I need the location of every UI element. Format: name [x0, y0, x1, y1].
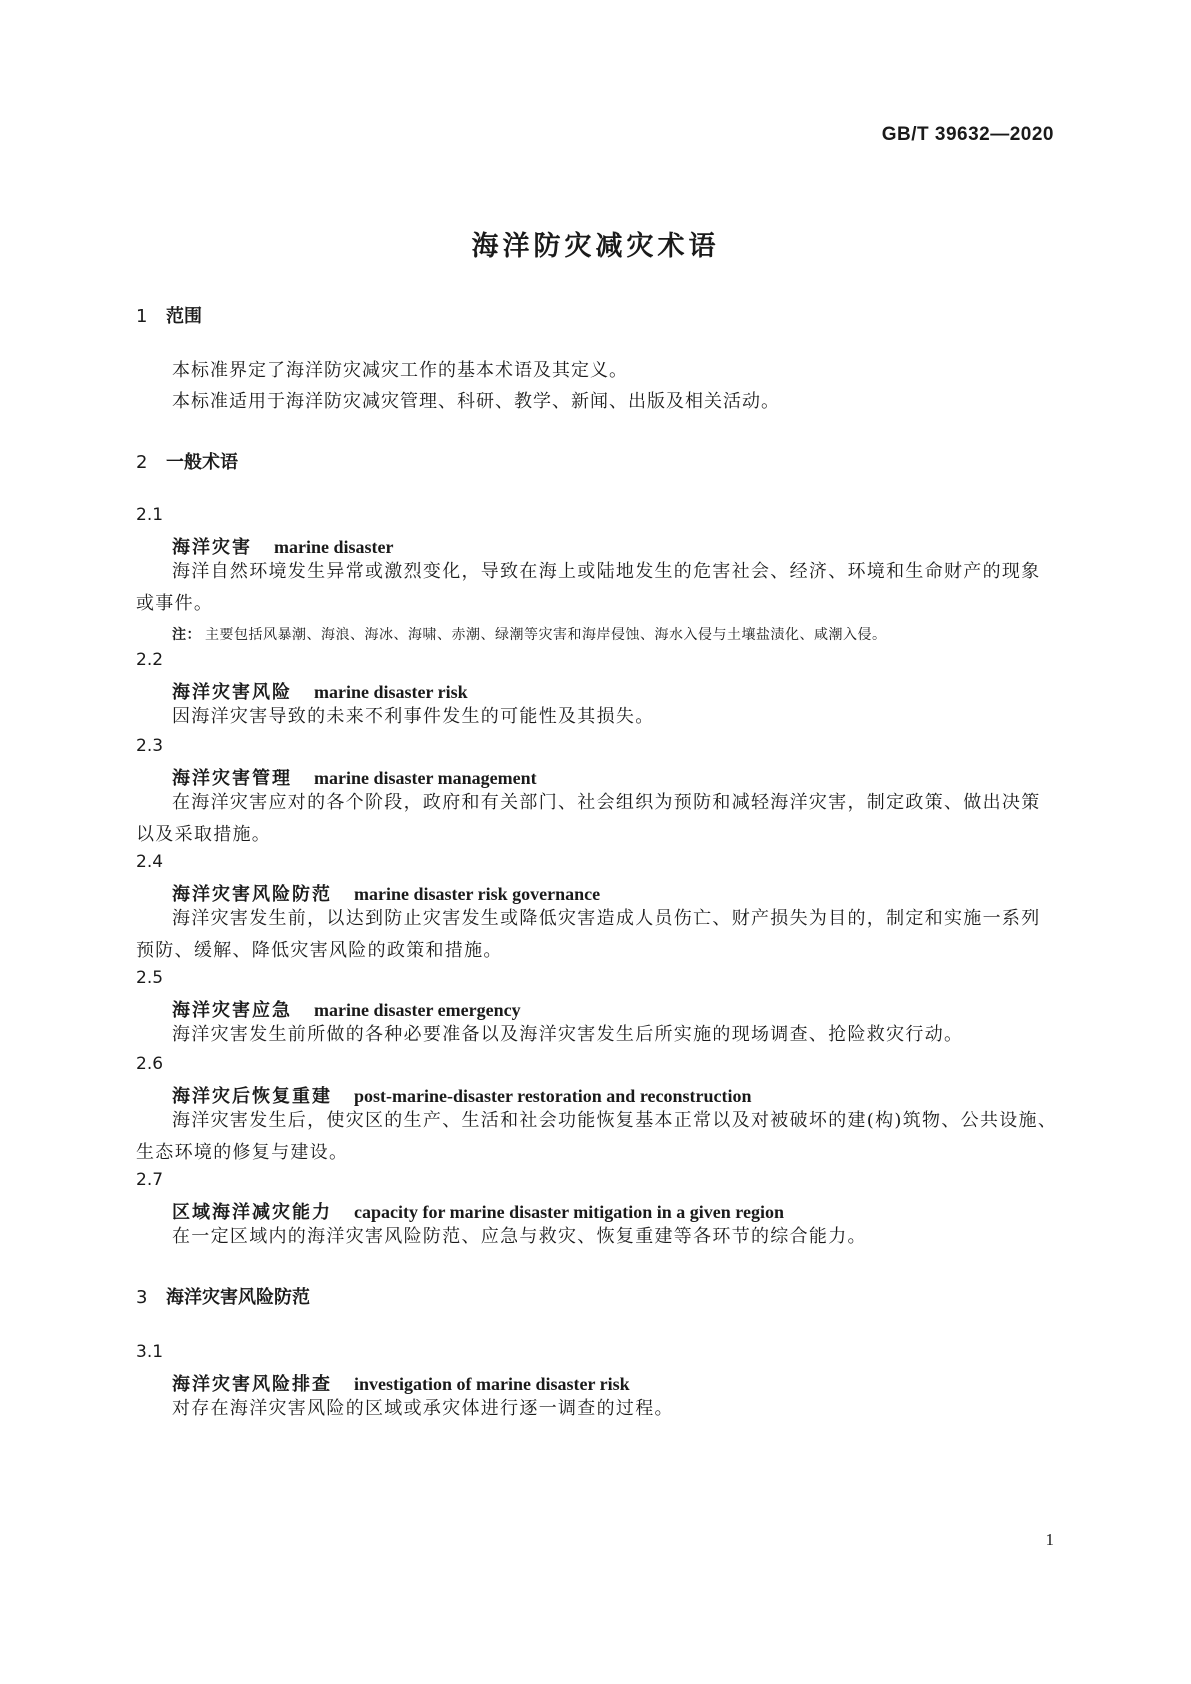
- term-definition: 对存在海洋灾害风险的区域或承灾体进行逐一调查的过程。: [172, 1398, 674, 1419]
- term-zh: 海洋灾害应急: [172, 1000, 292, 1021]
- term-zh: 海洋灾后恢复重建: [172, 1086, 332, 1107]
- section-heading-3: [136, 1283, 310, 1309]
- note-text: 主要包括风暴潮、海浪、海冰、海啸、赤潮、绿潮等灾害和海岸侵蚀、海水入侵与土壤盐渍化、咸潮入侵。: [205, 627, 887, 643]
- section-title: 海洋灾害风险防范: [166, 1287, 310, 1308]
- term-zh: 海洋灾害风险: [172, 682, 292, 703]
- term-en: post-marine-disaster restoration and reconstruction: [354, 1086, 752, 1106]
- term-number: 2.6: [136, 1054, 164, 1074]
- term-definition: 海洋灾害发生前所做的各种必要准备以及海洋灾害发生后所实施的现场调查、抢险救灾行动。: [172, 1024, 964, 1045]
- term-number: 2.1: [136, 505, 164, 525]
- term-definition: 海洋自然环境发生异常或激烈变化，导致在海上或陆地发生的危害社会、经济、环境和生命财产的现象或事件。: [136, 561, 1041, 614]
- term-definition: 在一定区域内的海洋灾害风险防范、应急与救灾、恢复重建等各环节的综合能力。: [172, 1226, 867, 1247]
- scope-paragraph-1: 本标准界定了海洋防灾减灾工作的基本术语及其定义。: [172, 360, 628, 381]
- term-en: marine disaster: [274, 537, 394, 557]
- standard-number: GB/T 39632—2020: [881, 124, 1054, 145]
- term-en: marine disaster risk: [314, 682, 468, 702]
- term-definition: 因海洋灾害导致的未来不利事件发生的可能性及其损失。: [172, 706, 655, 727]
- section-title: 范围: [166, 306, 202, 327]
- section-heading-2: [136, 448, 238, 474]
- term-zh: 海洋灾害风险排查: [172, 1374, 332, 1395]
- scope-paragraph-2: 本标准适用于海洋防灾减灾管理、科研、教学、新闻、出版及相关活动。: [172, 391, 780, 412]
- term-number: 2.3: [136, 736, 164, 756]
- term-number: 3.1: [136, 1342, 164, 1362]
- term-zh: 海洋灾害管理: [172, 768, 292, 789]
- term-en: capacity for marine disaster mitigation in a given region: [354, 1202, 784, 1222]
- term-definition: 海洋灾害发生前，以达到防止灾害发生或降低灾害造成人员伤亡、财产损失为目的，制定和实施一系列预防、缓解、降低灾害风险的政策和措施。: [136, 908, 1041, 961]
- term-en: marine disaster emergency: [314, 1000, 521, 1020]
- term-number: 2.7: [136, 1170, 164, 1190]
- page-number: 1: [1045, 1530, 1054, 1549]
- note-label: 注：: [172, 627, 201, 643]
- section-number: 3: [136, 1287, 148, 1308]
- section-number: 2: [136, 452, 148, 473]
- term-zh: 海洋灾害: [172, 537, 252, 558]
- section-number: 1: [136, 306, 148, 327]
- term-zh: 区域海洋减灾能力: [172, 1202, 332, 1223]
- term-note: [172, 624, 887, 644]
- section-title: 一般术语: [166, 452, 238, 473]
- term-number: 2.2: [136, 650, 164, 670]
- term-en: marine disaster management: [314, 768, 537, 788]
- term-definition: 海洋灾害发生后，使灾区的生产、生活和社会功能恢复基本正常以及对被破坏的建(构)筑物、公共设施、生态环境的修复与建设。: [136, 1110, 1058, 1163]
- term-en: investigation of marine disaster risk: [354, 1374, 630, 1394]
- term-definition: 在海洋灾害应对的各个阶段，政府和有关部门、社会组织为预防和减轻海洋灾害，制定政策、做出决策以及采取措施。: [136, 792, 1041, 845]
- document-title: 海洋防灾减灾术语: [471, 231, 720, 262]
- term-number: 2.4: [136, 852, 164, 872]
- section-heading-1: [136, 302, 202, 328]
- term-zh: 海洋灾害风险防范: [172, 884, 332, 905]
- term-number: 2.5: [136, 968, 164, 988]
- term-en: marine disaster risk governance: [354, 884, 601, 904]
